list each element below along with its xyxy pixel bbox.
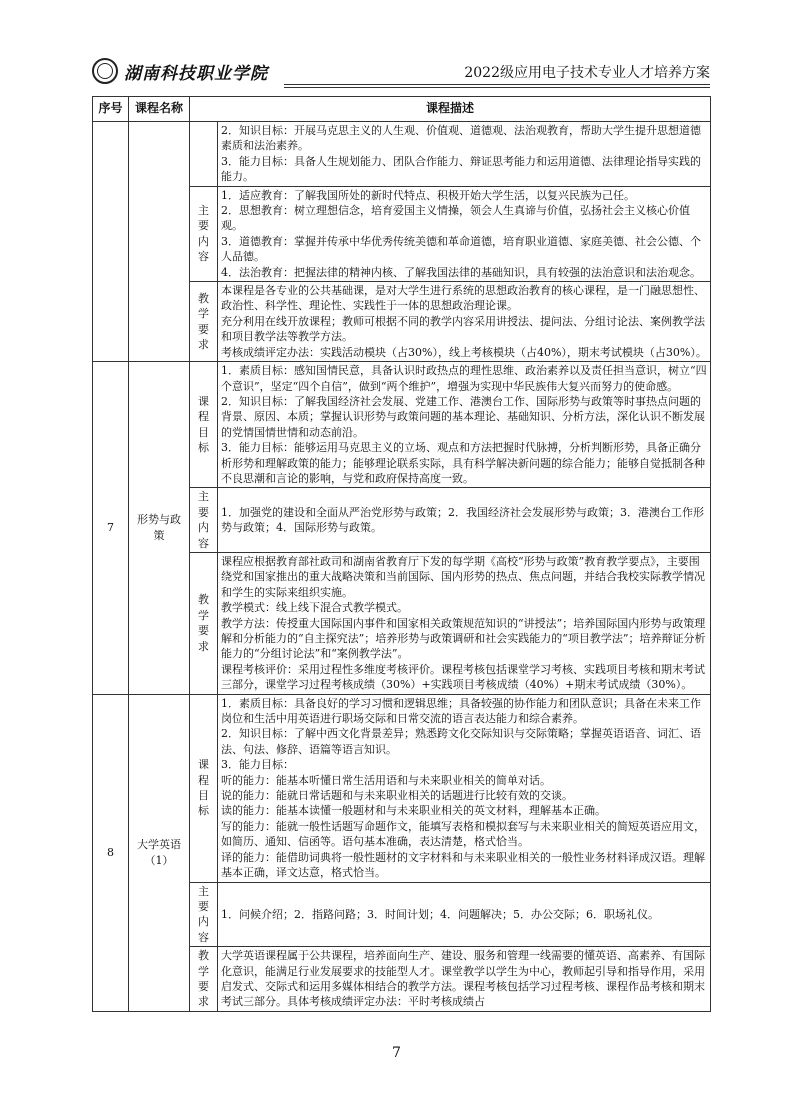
sub-label-cell	[190, 122, 218, 187]
desc-line: 3．能力目标：具备人生规划能力、团队合作能力、辩证思考能力和运用道德、法律理论指导实践的能力。	[221, 154, 701, 184]
desc-line: 3．道德教育：掌握并传承中华优秀传统美德和革命道德，培育职业道德、家庭美德、社会公德、个人品德。	[221, 234, 701, 264]
desc-line: 1．素质目标：具备良好的学习习惯和逻辑思维；具备较强的协作能力和团队意识；具备在未来工作岗位和生活中用英语进行职场交际和日常交流的语言表达能力和综合素养。	[221, 696, 701, 726]
desc-line: 2．思想教育：树立理想信念，培育爱国主义情操，领会人生真谛与价值，弘扬社会主义核心价值观。	[221, 204, 690, 233]
desc-line: 课程考核评价：采用过程性多维度考核评价。课程考核包括课堂学习考核、实践项目考核和期末考试三部分，课堂学习过程考核成绩（30%）+实践项目考核成绩（40%）+期末考试成绩（30%）。	[221, 662, 705, 692]
goal-label: 课程目标	[190, 362, 218, 488]
course-table	[92, 96, 711, 1012]
desc-line: 大学英语课程属于公共课程，培养面向生产、建设、服务和管理一线需要的懂英语、高素养、有国际化意识，能满足行业发展要求的技能型人才。课堂教学以学生为中心，教师起引导和指导作用，采用启发式、交际式和运用多媒体相结合的教学方法。课程考核包括学习过程考核、课程作品考核和期末考试三部分。具体考核成绩评定办法：平时考核成绩占	[221, 949, 705, 1009]
table-header-row	[93, 97, 711, 122]
desc-line: 2．知识目标：了解我国经济社会发展、党建工作、港澳台工作、国际形势与政策等时事热点问题的背景、原因、本质；掌握认识形势与政策问题的基本理论、基础知识、分析方法，深化认识不断发展的党情国情世情和动态前沿。	[221, 394, 705, 439]
course-no-cell: 8	[93, 694, 129, 1011]
desc-line: 充分利用在线开放课程；教师可根据不同的教学内容采用讲授法、提问法、分组讨论法、案例教学法和项目教学法等教学方法。	[221, 314, 705, 344]
desc-line: 听的能力：能基本听懂日常生活用语和与未来职业相关的简单对话。	[221, 773, 551, 787]
course-name-cell: 形势与政策	[129, 362, 190, 695]
goal-desc	[218, 694, 711, 882]
table-row	[93, 362, 711, 488]
page-header	[92, 56, 710, 88]
desc-line: 2．知识目标：开展马克思主义的人生观、价值观、道德观、法治观教育，帮助大学生提升思想道德素质和法治素养。	[221, 124, 701, 153]
school-name: 湖南科技职业学院	[124, 63, 268, 84]
req-label: 教学要求	[190, 552, 218, 694]
course-no-cell	[93, 122, 129, 362]
header-course-desc: 课程描述	[190, 97, 711, 122]
goal-desc	[218, 122, 711, 187]
desc-line: 3．能力目标：能够运用马克思主义的立场、观点和方法把握时代脉搏，分析判断形势，具备正确分析形势和理解政策的能力；能够理论联系实际，具有科学解决新问题的综合能力；能够自觉抵制各种不良思潮和言论的影响，与党和政府保持高度一致。	[221, 441, 705, 485]
desc-line: 课程应根据教育部社政司和湖南省教育厅下发的每学期《高校“形势与政策”教育教学要点》，主要围绕党和国家推出的重大战略决策和当前国际、国内形势的热点、焦点问题，并结合我校实际教学情况和学生的实际来组织实施。	[221, 554, 705, 599]
req-desc	[218, 552, 711, 694]
req-label: 教学要求	[190, 947, 218, 1012]
desc-line: 考核成绩评定办法：实践活动模块（占30%），线上考核模块（占40%），期末考试模块（占30%）。	[221, 345, 707, 359]
req-desc	[218, 282, 711, 362]
desc-line: 说的能力：能就日常话题和与未来职业相关的话题进行比较有效的交谈。	[221, 789, 573, 803]
desc-line: 3．能力目标：	[221, 758, 294, 772]
page-number: 7	[392, 1045, 401, 1061]
course-name-cell	[129, 122, 190, 362]
desc-line: 2．知识目标：了解中西文化背景差异；熟悉跨文化交际知识与交际策略；掌握英语语音、词汇、语法、句法、修辞、语篇等语言知识。	[221, 727, 701, 756]
content-desc	[218, 186, 711, 281]
header-rule	[284, 84, 710, 85]
content-label: 主要内容	[190, 882, 218, 947]
desc-line: 教学方法：传授重大国际国内事件和国家相关政策规范知识的“讲授法”；培养国际国内形势与政策理解和分析能力的“自主探究法”；培养形势与政策调研和社会实践能力的“项目教学法”；培养辩证分析能力的“分组讨论法”和“案例教学法”。	[221, 616, 706, 661]
course-name-cell: 大学英语（1）	[129, 694, 190, 1011]
course-no-cell: 7	[93, 362, 129, 695]
school-seal-icon	[92, 58, 118, 84]
header-rule-double	[284, 87, 710, 88]
desc-line: 写的能力：能就一般性话题写命题作文，能填写表格和模拟套写与未来职业相关的简短英语应用文，如简历、通知、信函等。语句基本准确，表达清楚，格式恰当。	[221, 819, 705, 849]
req-label: 教学要求	[190, 282, 218, 362]
goal-label: 课程目标	[190, 694, 218, 882]
content-desc: 1．加强党的建设和全面从严治党形势与政策；2．我国经济社会发展形势与政策；3．港澳台工作形势与政策；4．国际形势与政策。	[218, 488, 711, 553]
desc-line: 读的能力：能基本读懂一般题材和与未来职业相关的英文材料，理解基本正确。	[221, 804, 606, 818]
header-no: 序号	[93, 97, 129, 122]
header-course-name: 课程名称	[129, 97, 190, 122]
document-title: 2022级应用电子技术专业人才培养方案	[464, 65, 710, 81]
school-logo	[92, 56, 268, 86]
desc-line: 1．适应教育：了解我国所处的新时代特点、积极开始大学生活，以复兴民族为己任。	[221, 188, 635, 202]
content-desc: 1．问候介绍；2．指路问路；3．时间计划；4．问题解决；5．办公交际；6．职场礼仪。	[218, 882, 711, 947]
desc-line: 本课程是各专业的公共基础课，是对大学生进行系统的思想政治教育的核心课程，是一门融思想性、政治性、科学性、理论性、实践性于一体的思想政治理论课。	[221, 284, 705, 313]
table-row	[93, 694, 711, 882]
desc-line: 教学模式：线上线下混合式教学模式。	[221, 601, 408, 615]
req-desc	[218, 947, 711, 1012]
table-row	[93, 122, 711, 187]
desc-line: 1．素质目标：感知国情民意，具备认识时政热点的理性思维、政治素养以及责任担当意识，树立“四个意识”，坚定“四个自信”，做到“两个维护”，增强为实现中华民族伟大复兴而努力的使命感。	[221, 364, 707, 393]
desc-line: 译的能力：能借助词典将一般性题材的文字材料和与未来职业相关的一般性业务材料译成汉语。理解基本正确，译文达意，格式恰当。	[221, 850, 705, 880]
goal-desc	[218, 362, 711, 488]
desc-line: 4．法治教育：把握法律的精神内核、了解我国法律的基础知识，具有较强的法治意识和法治观念。	[221, 265, 701, 279]
content-label: 主要内容	[190, 186, 218, 281]
content-label: 主要内容	[190, 488, 218, 553]
